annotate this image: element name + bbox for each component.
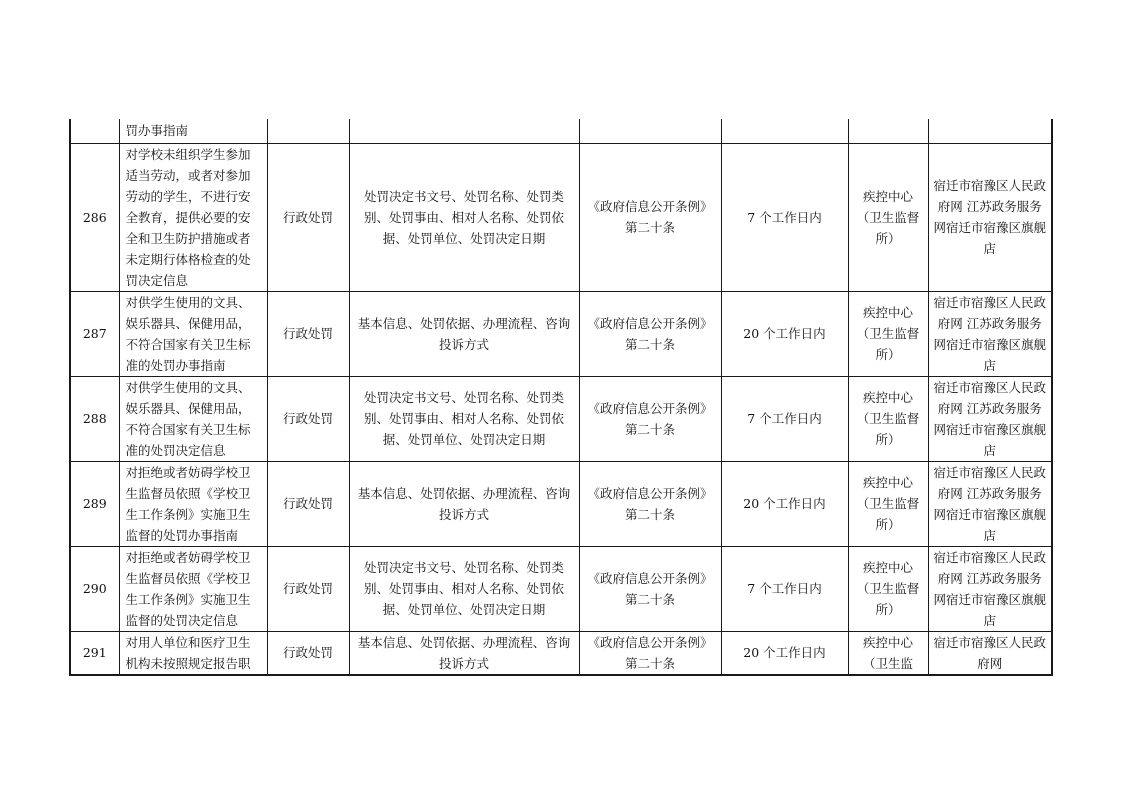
disclosure-table: [69, 119, 1053, 676]
disclosure-content: 基本信息、处罚依据、办理流程、咨询投诉方式: [349, 461, 579, 546]
item-name: 对拒绝或者妨碍学校卫生监督员依照《学校卫生工作条例》实施卫生监督的处罚办事指南: [119, 461, 267, 546]
item-category: 行政处罚: [267, 143, 349, 291]
table-row: [70, 119, 1052, 143]
disclosure-channel: 宿迁市宿豫区人民政府网 江苏政务服务网宿迁市宿豫区旗舰店: [928, 291, 1052, 376]
row-number: 290: [70, 546, 119, 631]
disclosure-content: 处罚决定书文号、处罚名称、处罚类别、处罚事由、相对人名称、处罚依据、处罚单位、处罚决定日期: [349, 143, 579, 291]
disclosure-content: 处罚决定书文号、处罚名称、处罚类别、处罚事由、相对人名称、处罚依据、处罚单位、处罚决定日期: [349, 546, 579, 631]
table-row: [70, 143, 1052, 291]
disclosure-content: [349, 119, 579, 143]
disclosure-subject: 疾控中心（卫生监: [848, 631, 928, 675]
disclosure-subject: 疾控中心（卫生监督所）: [848, 291, 928, 376]
row-number: 287: [70, 291, 119, 376]
disclosure-subject: 疾控中心（卫生监督所）: [848, 376, 928, 461]
time-limit: 7 个工作日内: [721, 546, 848, 631]
table-row: [70, 546, 1052, 631]
table-row: [70, 376, 1052, 461]
item-category: 行政处罚: [267, 291, 349, 376]
disclosure-content: 处罚决定书文号、处罚名称、处罚类别、处罚事由、相对人名称、处罚依据、处罚单位、处罚决定日期: [349, 376, 579, 461]
item-name: 对供学生使用的文具、娱乐器具、保健用品，不符合国家有关卫生标准的处罚决定信息: [119, 376, 267, 461]
disclosure-subject: [848, 119, 928, 143]
disclosure-basis: 《政府信息公开条例》第二十条: [579, 143, 721, 291]
disclosure-basis: 《政府信息公开条例》第二十条: [579, 376, 721, 461]
item-category: 行政处罚: [267, 461, 349, 546]
time-limit: 20 个工作日内: [721, 461, 848, 546]
disclosure-basis: [579, 119, 721, 143]
disclosure-basis: 《政府信息公开条例》第二十条: [579, 291, 721, 376]
time-limit: 7 个工作日内: [721, 143, 848, 291]
item-name: 罚办事指南: [119, 119, 267, 143]
row-number: [70, 119, 119, 143]
disclosure-content: 基本信息、处罚依据、办理流程、咨询投诉方式: [349, 631, 579, 675]
disclosure-basis: 《政府信息公开条例》第二十条: [579, 461, 721, 546]
disclosure-basis: 《政府信息公开条例》第二十条: [579, 631, 721, 675]
item-category: 行政处罚: [267, 631, 349, 675]
row-number: 286: [70, 143, 119, 291]
row-number: 289: [70, 461, 119, 546]
item-name: 对拒绝或者妨碍学校卫生监督员依照《学校卫生工作条例》实施卫生监督的处罚决定信息: [119, 546, 267, 631]
disclosure-basis: 《政府信息公开条例》第二十条: [579, 546, 721, 631]
table-row: [70, 631, 1052, 675]
disclosure-content: 基本信息、处罚依据、办理流程、咨询投诉方式: [349, 291, 579, 376]
item-category: [267, 119, 349, 143]
time-limit: 20 个工作日内: [721, 291, 848, 376]
disclosure-subject: 疾控中心（卫生监督所）: [848, 461, 928, 546]
disclosure-channel: [928, 119, 1052, 143]
table-row: [70, 461, 1052, 546]
item-name: 对供学生使用的文具、娱乐器具、保健用品，不符合国家有关卫生标准的处罚办事指南: [119, 291, 267, 376]
disclosure-channel: 宿迁市宿豫区人民政府网 江苏政务服务网宿迁市宿豫区旗舰店: [928, 546, 1052, 631]
item-category: 行政处罚: [267, 546, 349, 631]
disclosure-channel: 宿迁市宿豫区人民政府网 江苏政务服务网宿迁市宿豫区旗舰店: [928, 376, 1052, 461]
disclosure-subject: 疾控中心（卫生监督所）: [848, 143, 928, 291]
item-name: 对学校未组织学生参加适当劳动，或者对参加劳动的学生，不进行安全教育，提供必要的安全和卫生防护措施或者未定期行体格检查的处罚决定信息: [119, 143, 267, 291]
disclosure-channel: 宿迁市宿豫区人民政府网: [928, 631, 1052, 675]
item-name: 对用人单位和医疗卫生机构未按照规定报告职: [119, 631, 267, 675]
time-limit: 20 个工作日内: [721, 631, 848, 675]
disclosure-subject: 疾控中心（卫生监督所）: [848, 546, 928, 631]
table-row: [70, 291, 1052, 376]
row-number: 288: [70, 376, 119, 461]
disclosure-channel: 宿迁市宿豫区人民政府网 江苏政务服务网宿迁市宿豫区旗舰店: [928, 461, 1052, 546]
disclosure-channel: 宿迁市宿豫区人民政府网 江苏政务服务网宿迁市宿豫区旗舰店: [928, 143, 1052, 291]
time-limit: 7 个工作日内: [721, 376, 848, 461]
time-limit: [721, 119, 848, 143]
item-category: 行政处罚: [267, 376, 349, 461]
row-number: 291: [70, 631, 119, 675]
